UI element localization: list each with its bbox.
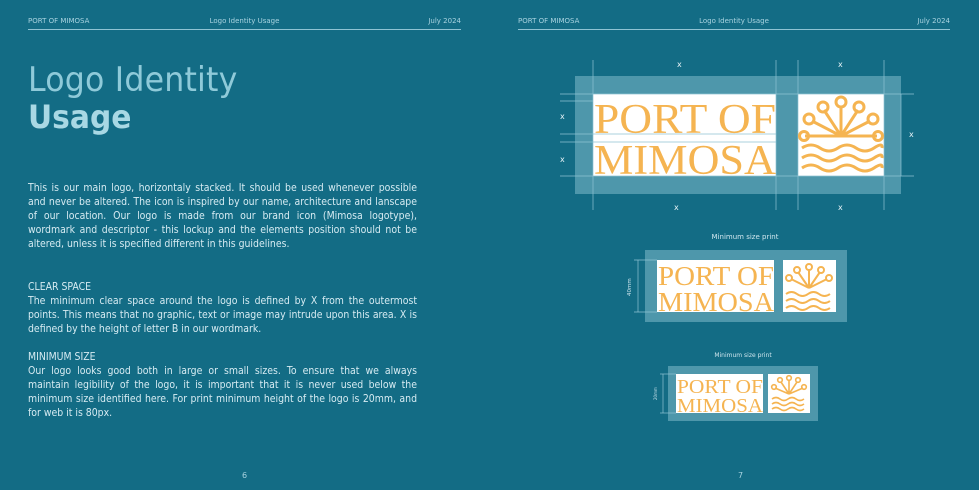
header-brand: PORT OF MIMOSA <box>518 17 580 25</box>
header-section: Logo Identity Usage <box>209 17 280 25</box>
header-date: July 2024 <box>428 17 461 25</box>
clear-space-heading: CLEAR SPACE <box>28 281 92 293</box>
right-page <box>490 0 979 490</box>
logo-wordmark-line2: MIMOSA <box>658 287 775 317</box>
right-page-header <box>518 15 950 30</box>
clear-space-diagram <box>550 50 930 220</box>
logo-wordmark-line1: PORT OF <box>594 97 776 143</box>
web-dimension-label: 20mm <box>653 387 658 400</box>
header-date: July 2024 <box>917 17 950 25</box>
logo-wordmark-line2: MIMOSA <box>677 395 764 417</box>
web-size-caption: Minimum size print <box>714 352 772 359</box>
logo-wordmark-line1: PORT OF <box>677 376 763 398</box>
minimum-size-heading: MINIMUM SIZE <box>28 351 96 363</box>
clear-space-x: x <box>838 60 843 69</box>
page-number-left: 6 <box>242 471 248 480</box>
minimum-size-text: Our logo looks good both in large or small sizes. To ensure that we always maintain legibility of the logo, it is important that it is never used below the minimum size identified here. For print minimum height of the logo is 20mm, and for web it is 80px. <box>28 365 417 419</box>
clear-space-x: x <box>838 203 843 212</box>
left-page-header <box>28 15 461 30</box>
left-page <box>0 0 489 490</box>
clear-space-x: x <box>560 155 565 164</box>
clear-space-text: The minimum clear space around the logo is defined by X from the outermost points. This means that no graphic, text or image may intrude upon this area. X is defined by the height of letter B in our wordmark. <box>28 295 417 335</box>
page-number-right: 7 <box>738 471 744 480</box>
clear-space-x: x <box>909 130 914 139</box>
intro-text: This is our main logo, horizontaly stacked. It should be used whenever possible and never be altered. The icon is inspired by our name, architecture and lanscape of our location. Our logo is made from our brand icon (Mimosa logotype), wordmark and descriptor - this lockup and the elements position should not be altered, unless it is specified different in this guidelines. <box>28 182 417 250</box>
minimum-size-section <box>28 350 417 420</box>
logo-wordmark-line1: PORT OF <box>658 261 774 291</box>
clear-space-x: x <box>677 60 682 69</box>
print-size-logo <box>620 248 850 324</box>
web-size-logo <box>650 365 820 423</box>
logo-wordmark-line2: MIMOSA <box>594 138 777 184</box>
page-title-line1: Logo Identity <box>28 60 238 100</box>
print-dimension-label: 40mm <box>627 278 633 296</box>
print-size-caption: Minimum size print <box>711 233 779 241</box>
clear-space-section <box>28 280 417 336</box>
intro-paragraph <box>28 181 417 251</box>
clear-space-x: x <box>560 112 565 121</box>
header-brand: PORT OF MIMOSA <box>28 17 90 25</box>
header-section: Logo Identity Usage <box>699 17 769 25</box>
clear-space-x: x <box>674 203 679 212</box>
page-title-line2: Usage <box>28 98 132 136</box>
